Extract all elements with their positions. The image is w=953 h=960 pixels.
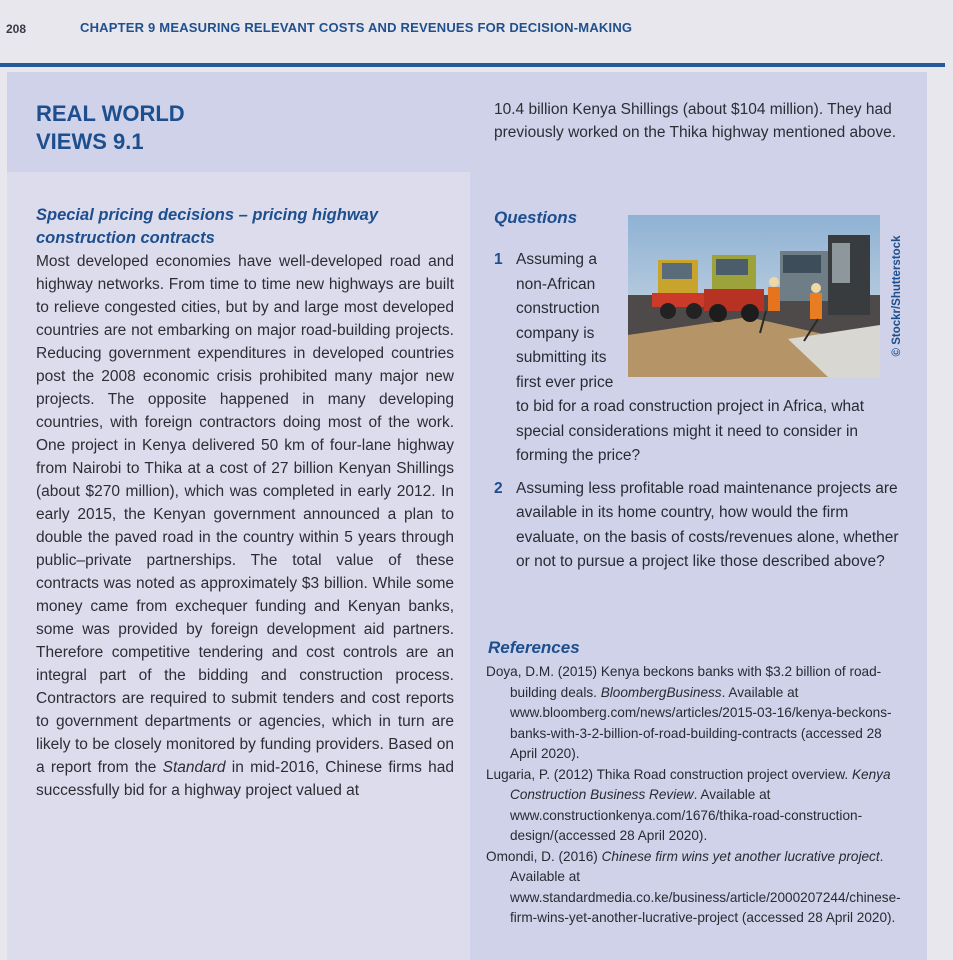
reference-italic: Kenya Construction Business Review (510, 766, 891, 802)
question-2 (494, 477, 914, 575)
body-text-1: Most developed economies have well-developed road and highway networks. From time to time new highways are built to relieve congested cities, but by and large most developed countries are not embarking on major road-building projects. Reducing government expenditures in developed countries post the 2008 economic crisis prohibited many major new projects. The opposite happened in many developing countries, with foreign contractors doing most of the work. One project in Kenya delivered 50 km of four-lane highway from Nairobi to Thika at a cost of 27 billion Kenyan Shillings (about $270 million), which was completed in early 2012. In early 2015, the Kenyan government announced a plan to double the paved road in the country within 5 years through public–private partnerships. The total value of these contracts was noted as approximately $3 billion. While some money came from exchequer funding and Kenyan banks, some was provided by foreign development aid partners. Therefore competitive tendering and cost controls are an integral part of the bidding and construction process. Contractors are required to submit tenders and cost reports to government departments or agencies, which in turn are likely to be closely monitored by funding providers. Based on a report from the (36, 253, 454, 776)
box-title-line1: REAL WORLD (36, 101, 185, 126)
body-text-2: in mid-2016, Chinese firms had successfully bid for a highway project valued at (36, 759, 454, 799)
photo-float-spacer (624, 248, 914, 390)
reference-post: . Available at www.standardmedia.co.ke/business/article/2000207244/chinese-firm-wins-yet-another-lucrative-project (accessed 28 April 2020). (510, 848, 901, 925)
body-text-italic: Standard (162, 759, 226, 776)
question-number: 2 (494, 479, 503, 497)
reference-post: . Available at www.bloomberg.com/news/articles/2015-03-16/kenya-beckons-banks-with-3-2-billion-of-road-building-contracts (accessed 28 April 2020). (510, 684, 892, 761)
reference-pre: Lugaria, P. (2012) Thika Road construction project overview. (486, 766, 852, 782)
box-heading: Special pricing decisions – pricing highway construction contracts (36, 206, 379, 247)
questions-heading: Questions (494, 208, 578, 227)
references-list (486, 662, 906, 929)
chapter-title: CHAPTER 9 MEASURING RELEVANT COSTS AND REVENUES FOR DECISION-MAKING (80, 20, 633, 35)
reference-item (486, 662, 906, 765)
reference-italic: BloombergBusiness (600, 684, 722, 700)
left-column (36, 204, 454, 802)
references-heading: References (488, 638, 580, 657)
questions-list (494, 248, 914, 575)
reference-item (486, 765, 906, 847)
question-text: Assuming a non-African construction company is submitting its first ever price to bid for a road construction project in Africa, what special considerations might it need to consider in forming the price? (516, 248, 914, 469)
reference-pre: Doya, D.M. (2015) Kenya beckons banks with $3.2 billion of road-building deals. (486, 664, 882, 700)
reference-post: . Available at www.constructionkenya.com/1676/thika-road-construction-design/(accessed 28 April 2020). (510, 787, 863, 843)
question-1 (494, 248, 914, 469)
reference-item (486, 847, 906, 929)
question-text: Assuming less profitable road maintenance projects are available in its home country, how would the firm evaluate, on the basis of costs/revenues alone, whether or not to pursue a project like those described above? (516, 479, 899, 570)
body-continued: 10.4 billion Kenya Shillings (about $104 million). They had previously worked on the Thika highway mentioned above. (494, 101, 897, 141)
box-title (36, 100, 185, 156)
page-number: 208 (6, 22, 27, 36)
question-number: 1 (494, 251, 503, 268)
photo-credit-text: © Stockr/Shutterstock (891, 235, 903, 357)
reference-italic: Chinese firm wins yet another lucrative project (601, 848, 880, 864)
box-body (36, 250, 454, 802)
header-rule (0, 63, 945, 67)
reference-pre: Omondi, D. (2016) (486, 848, 602, 864)
box-title-line2: VIEWS 9.1 (36, 129, 144, 154)
